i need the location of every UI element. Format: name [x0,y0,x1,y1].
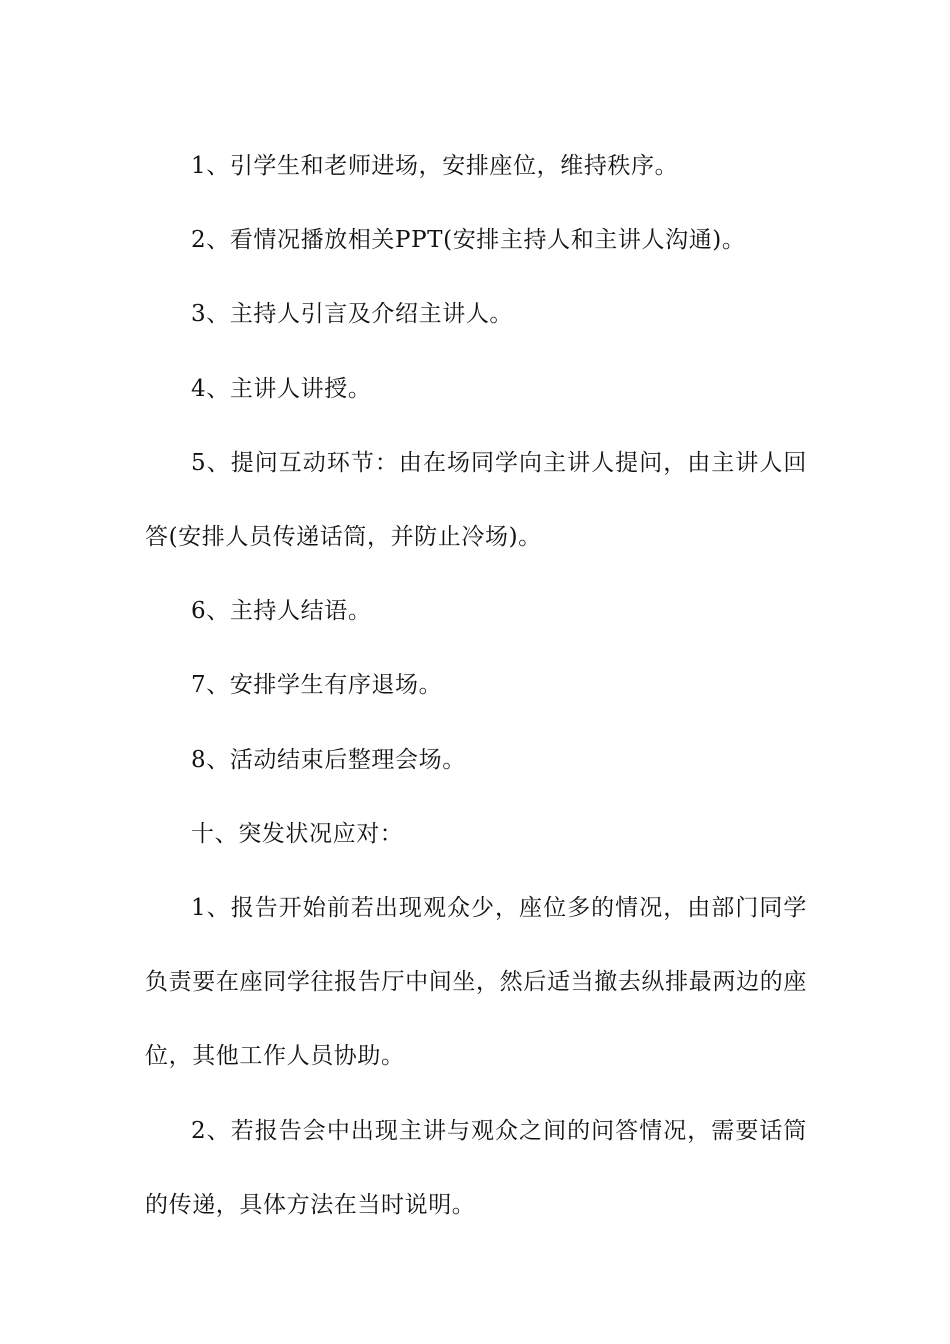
paragraph-step-1: 1、引学生和老师进场，安排座位，维持秩序。 [191,153,679,179]
paragraph-step-6: 6、主持人结语。 [191,598,372,625]
paragraph-emergency-2: 2、若报告会中出现主讲与观众之间的问答情况，需要话筒的传递，具体方法在当时说明。 [145,1117,807,1218]
paragraph-emergency-1: 1、报告开始前若出现观众少，座位多的情况，由部门同学负责要在座同学往报告厅中间坐，然后适当撤去纵排最两边的座位，其他工作人员协助。 [145,895,807,1070]
paragraph-step-8: 8、活动结束后整理会场。 [191,746,466,773]
paragraph-step-3: 3、主持人引言及介绍主讲人。 [191,301,514,328]
paragraph-step-5: 5、提问互动环节：由在场同学向主讲人提问，由主讲人回答(安排人员传递话筒，并防止冷场)。 [145,449,807,551]
paragraph-step-7: 7、安排学生有序退场。 [191,672,443,699]
document-body [145,129,807,1242]
paragraph-step-4: 4、主讲人讲授。 [191,375,372,402]
section-heading-emergency: 十、突发状况应对： [191,820,404,847]
paragraph-step-2: 2、看情况播放相关PPT(安排主持人和主讲人沟通)。 [191,227,746,254]
